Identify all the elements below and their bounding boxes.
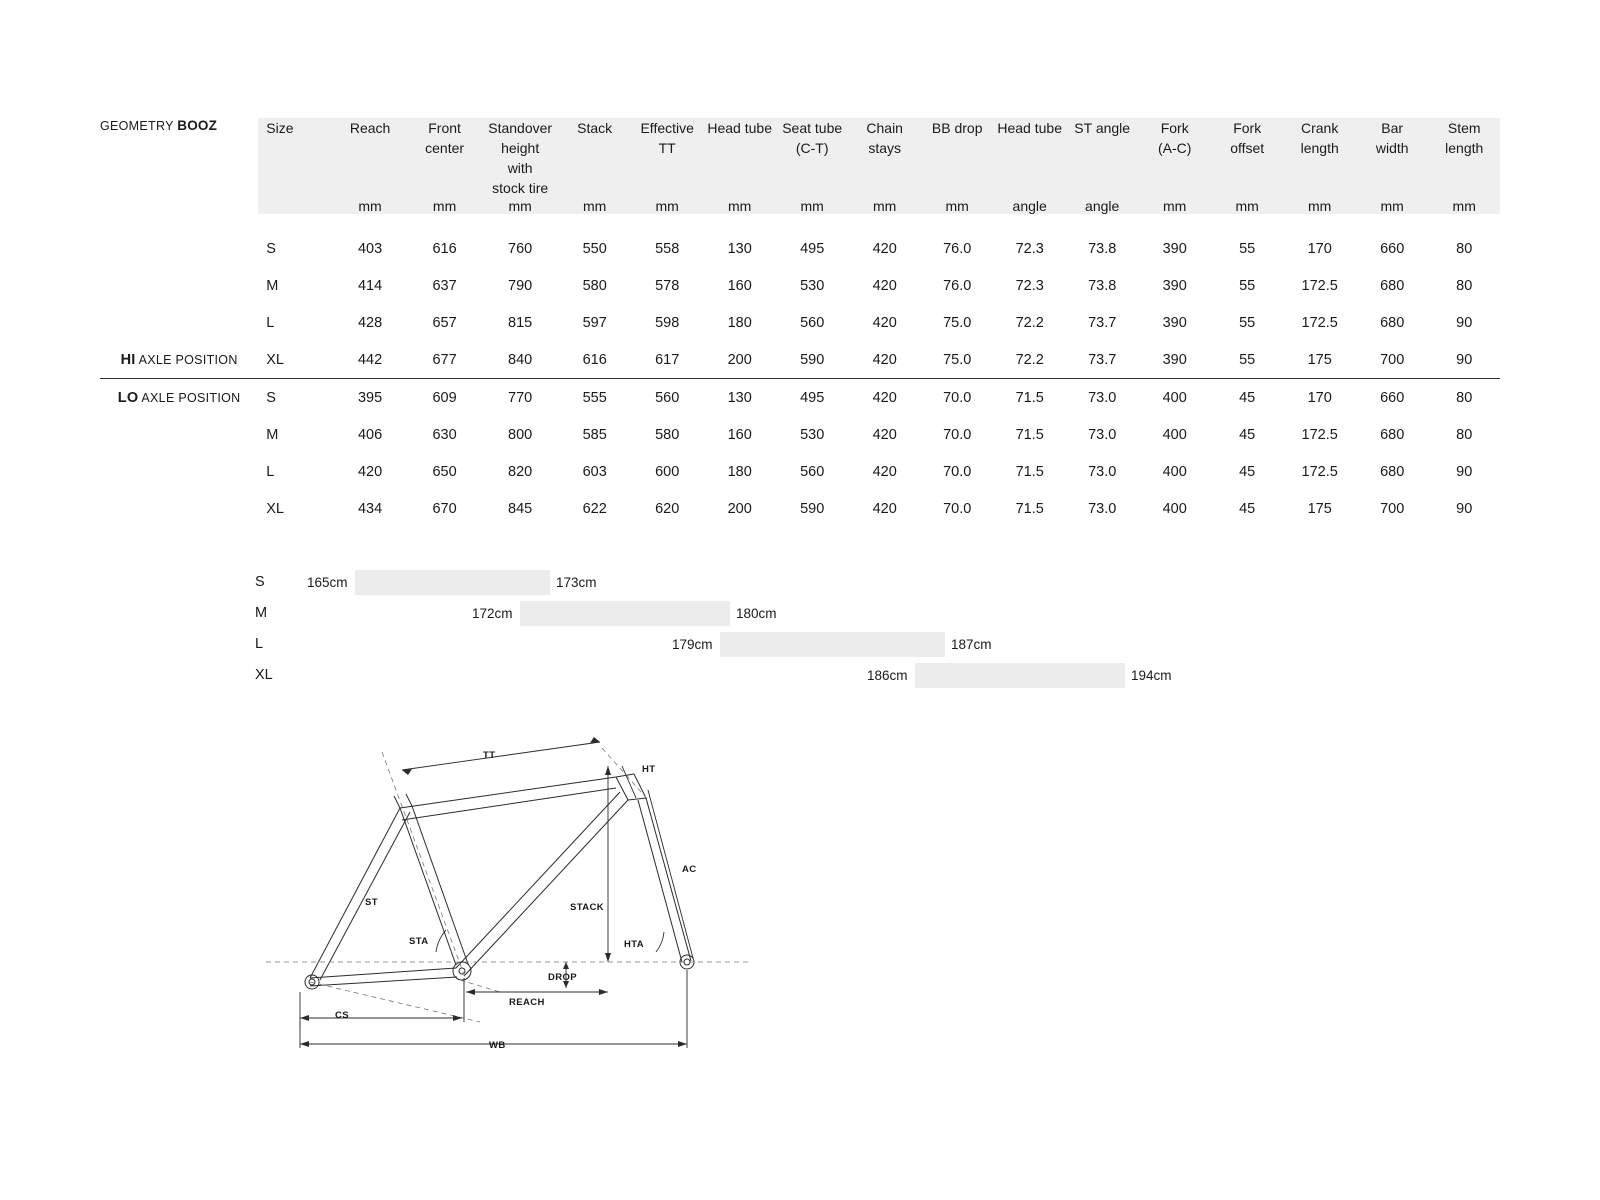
cell-bb-drop: 70.0 — [943, 426, 972, 443]
cell-bar-width: 700 — [1380, 351, 1405, 368]
rider-height-size-l: L — [255, 636, 264, 652]
cell-bb-drop: 76.0 — [943, 277, 972, 294]
cell-head-tube-angle: 72.3 — [1015, 240, 1044, 257]
cell-chain-stays: 420 — [872, 351, 897, 368]
diagram-label-stack: STACK — [570, 902, 605, 913]
cell-standover: 800 — [508, 426, 533, 443]
cell-bb-drop: 70.0 — [943, 500, 972, 517]
cell-fork-offset: 55 — [1239, 277, 1256, 294]
col-header-head-tube-length: Head tube — [703, 118, 776, 198]
group-label-lo-strong: LO — [117, 389, 139, 406]
cell-crank-length: 170 — [1283, 379, 1356, 417]
cell-size: M — [266, 426, 279, 443]
rider-height-size-s: S — [255, 574, 265, 590]
cell-st-angle: 73.7 — [1088, 314, 1117, 331]
cell-head-tube-length: 180 — [727, 314, 752, 331]
group-label-hi-blank-2 — [100, 304, 258, 341]
cell-stem-length: 80 — [1428, 379, 1500, 417]
cell-size: S — [266, 240, 276, 257]
unit-effective-tt: mm — [631, 198, 704, 214]
group-label-hi-blank-0 — [100, 230, 258, 267]
cell-reach: 434 — [357, 500, 383, 517]
diagram-label-ht: HT — [642, 764, 656, 775]
cell-head-tube-angle: 72.3 — [1015, 277, 1044, 294]
cell-crank-length: 172.5 — [1301, 277, 1338, 294]
cell-size: L — [266, 314, 275, 331]
cell-crank-length: 175 — [1307, 351, 1332, 368]
group-label-lo-rest: AXLE POSITION — [138, 390, 241, 405]
cell-stack: 616 — [582, 351, 607, 368]
geometry-title-model: BOOZ — [177, 118, 218, 133]
cell-effective-tt: 617 — [655, 351, 680, 368]
cell-stem-length: 90 — [1456, 500, 1473, 517]
group-label-lo-blank-3 — [100, 490, 258, 527]
col-header-reach: Reach — [333, 118, 408, 198]
col-header-size: Size — [258, 118, 333, 198]
cell-fork-offset: 45 — [1239, 500, 1256, 517]
cell-head-tube-length: 180 — [727, 463, 752, 480]
cell-chain-stays: 420 — [872, 426, 897, 443]
unit-fork-offset: mm — [1211, 198, 1284, 214]
cell-crank-length: 175 — [1307, 500, 1332, 517]
col-header-bb-drop: BB drop — [921, 118, 994, 198]
cell-fork-ac: 400 — [1162, 426, 1187, 443]
diagram-label-reach: REACH — [509, 997, 545, 1008]
cell-standover: 840 — [508, 351, 533, 368]
rider-height-bar-xl — [915, 663, 1125, 688]
cell-seat-tube: 560 — [800, 314, 825, 331]
rider-height-high-s: 173cm — [556, 575, 597, 590]
cell-head-tube-length: 130 — [703, 379, 776, 417]
col-header-front-center: Front center — [407, 118, 482, 198]
cell-crank-length: 172.5 — [1301, 426, 1338, 443]
rider-height-bar-l — [720, 632, 945, 657]
rider-height-high-m: 180cm — [736, 606, 777, 621]
cell-reach: 414 — [357, 277, 383, 294]
unit-standover: mm — [482, 198, 559, 214]
rider-height-bar-m — [520, 601, 730, 626]
cell-chain-stays: 420 — [872, 240, 897, 257]
rider-height-high-l: 187cm — [951, 637, 992, 652]
group-label-hi-strong: HI — [120, 351, 136, 368]
rider-height-size-xl: XL — [255, 667, 273, 683]
cell-bar-width: 680 — [1380, 277, 1405, 294]
cell-head-tube-length: 160 — [727, 426, 752, 443]
cell-front-center: 637 — [432, 277, 457, 294]
cell-fork-ac: 390 — [1162, 277, 1187, 294]
rider-height-size-m: M — [255, 605, 268, 621]
table-row — [100, 267, 1500, 304]
table-row — [100, 416, 1500, 453]
rider-height-row-m — [100, 599, 1500, 630]
cell-fork-offset: 55 — [1239, 240, 1256, 257]
rider-height-low-l: 179cm — [672, 637, 713, 652]
diagram-label-wb: WB — [489, 1040, 506, 1051]
cell-stack: 550 — [582, 240, 607, 257]
cell-stack: 580 — [582, 277, 607, 294]
cell-standover: 815 — [508, 314, 533, 331]
group-label-lo-blank-1 — [100, 416, 258, 453]
unit-crank-length: mm — [1283, 198, 1356, 214]
rider-height-row-s — [100, 568, 1500, 599]
cell-st-angle: 73.0 — [1088, 463, 1117, 480]
cell-bar-width: 680 — [1380, 463, 1405, 480]
geometry-table — [100, 118, 1500, 527]
cell-st-angle: 73.0 — [1088, 500, 1117, 517]
cell-front-center: 657 — [432, 314, 457, 331]
cell-st-angle: 73.0 — [1066, 379, 1139, 417]
cell-seat-tube: 590 — [800, 500, 825, 517]
table-row — [100, 304, 1500, 341]
cell-stack: 597 — [582, 314, 607, 331]
cell-chain-stays: 420 — [872, 500, 897, 517]
unit-fork-ac: mm — [1138, 198, 1211, 214]
unit-stack: mm — [558, 198, 631, 214]
cell-fork-ac: 400 — [1162, 463, 1187, 480]
cell-reach: 442 — [357, 351, 383, 368]
cell-fork-offset: 45 — [1211, 379, 1284, 417]
cell-crank-length: 170 — [1307, 240, 1332, 257]
cell-fork-offset: 55 — [1239, 314, 1256, 331]
cell-chain-stays: 420 — [848, 379, 921, 417]
cell-fork-offset: 45 — [1239, 463, 1256, 480]
geometry-title — [100, 118, 258, 198]
rider-height-row-l — [100, 630, 1500, 661]
frame-geometry-diagram — [250, 730, 970, 1070]
cell-standover: 770 — [482, 379, 559, 417]
cell-effective-tt: 578 — [655, 277, 680, 294]
group-label-lo-blank-2 — [100, 453, 258, 490]
cell-chain-stays: 420 — [872, 277, 897, 294]
cell-reach: 395 — [333, 379, 408, 417]
cell-front-center: 650 — [432, 463, 457, 480]
cell-fork-ac: 390 — [1162, 240, 1187, 257]
cell-bb-drop: 70.0 — [943, 463, 972, 480]
cell-effective-tt: 620 — [655, 500, 680, 517]
cell-bar-width: 700 — [1380, 500, 1405, 517]
cell-seat-tube: 495 — [800, 240, 825, 257]
rider-height-high-xl: 194cm — [1131, 668, 1172, 683]
table-units-row — [100, 198, 1500, 214]
diagram-label-ac: AC — [682, 864, 697, 875]
cell-front-center: 616 — [432, 240, 457, 257]
table-row — [100, 490, 1500, 527]
diagram-label-cs: CS — [335, 1010, 349, 1021]
cell-st-angle: 73.8 — [1088, 277, 1117, 294]
cell-head-tube-length: 130 — [727, 240, 752, 257]
group-label-lo-axle-position — [100, 379, 258, 417]
cell-seat-tube: 560 — [800, 463, 825, 480]
cell-seat-tube: 530 — [800, 277, 825, 294]
cell-fork-ac: 390 — [1162, 351, 1187, 368]
cell-front-center: 677 — [432, 351, 457, 368]
cell-stack: 622 — [582, 500, 607, 517]
cell-fork-offset: 45 — [1239, 426, 1256, 443]
cell-reach: 420 — [357, 463, 383, 480]
table-row — [100, 230, 1500, 267]
cell-chain-stays: 420 — [872, 463, 897, 480]
cell-st-angle: 73.8 — [1088, 240, 1117, 257]
rider-height-chart — [100, 568, 1500, 698]
cell-crank-length: 172.5 — [1301, 314, 1338, 331]
col-header-effective-tt: Effective TT — [631, 118, 704, 198]
col-header-fork-ac: Fork (A-C) — [1138, 118, 1211, 198]
diagram-label-st: ST — [365, 897, 378, 908]
cell-chain-stays: 420 — [872, 314, 897, 331]
cell-seat-tube: 590 — [800, 351, 825, 368]
geometry-title-prefix: GEOMETRY — [100, 119, 178, 133]
cell-effective-tt: 560 — [631, 379, 704, 417]
unit-bar-width: mm — [1356, 198, 1429, 214]
cell-head-tube-angle: 71.5 — [1015, 426, 1044, 443]
unit-chain-stays: mm — [848, 198, 921, 214]
cell-stack: 585 — [582, 426, 607, 443]
cell-fork-ac: 400 — [1138, 379, 1211, 417]
cell-head-tube-length: 160 — [727, 277, 752, 294]
cell-effective-tt: 600 — [655, 463, 680, 480]
diagram-label-sta: STA — [409, 936, 429, 947]
unit-st-angle: angle — [1066, 198, 1139, 214]
col-header-stack: Stack — [558, 118, 631, 198]
rider-height-low-xl: 186cm — [867, 668, 908, 683]
cell-effective-tt: 598 — [655, 314, 680, 331]
col-header-fork-offset: Fork offset — [1211, 118, 1284, 198]
cell-stem-length: 80 — [1456, 277, 1473, 294]
cell-head-tube-angle: 71.5 — [993, 379, 1066, 417]
col-header-head-tube-angle: Head tube — [993, 118, 1066, 198]
cell-standover: 760 — [508, 240, 533, 257]
table-row — [100, 453, 1500, 490]
unit-stem-length: mm — [1428, 198, 1500, 214]
cell-reach: 406 — [357, 426, 383, 443]
group-label-hi-blank-1 — [100, 267, 258, 304]
cell-bb-drop: 76.0 — [943, 240, 972, 257]
cell-reach: 403 — [357, 240, 383, 257]
cell-bar-width: 680 — [1380, 314, 1405, 331]
cell-size: M — [266, 277, 279, 294]
unit-head-tube-angle: angle — [993, 198, 1066, 214]
geometry-table-container — [100, 118, 1500, 527]
unit-seat-tube: mm — [776, 198, 849, 214]
group-label-hi-rest: AXLE POSITION — [135, 352, 238, 367]
cell-fork-ac: 400 — [1162, 500, 1187, 517]
cell-head-tube-angle: 72.2 — [1015, 351, 1044, 368]
cell-stem-length: 90 — [1456, 351, 1473, 368]
cell-head-tube-angle: 71.5 — [1015, 463, 1044, 480]
cell-stem-length: 90 — [1456, 314, 1473, 331]
cell-head-tube-length: 200 — [727, 500, 752, 517]
col-header-crank-length: Crank length — [1283, 118, 1356, 198]
cell-st-angle: 73.7 — [1088, 351, 1117, 368]
unit-head-tube-length: mm — [703, 198, 776, 214]
diagram-label-drop: DROP — [548, 972, 578, 983]
cell-size: L — [266, 463, 275, 480]
cell-bar-width: 680 — [1380, 426, 1405, 443]
unit-size — [258, 198, 333, 214]
cell-front-center: 609 — [407, 379, 482, 417]
cell-size: XL — [266, 500, 285, 517]
col-header-stem-length: Stem length — [1428, 118, 1500, 198]
cell-standover: 820 — [508, 463, 533, 480]
cell-head-tube-angle: 71.5 — [1015, 500, 1044, 517]
cell-crank-length: 172.5 — [1301, 463, 1338, 480]
table-header-row — [100, 118, 1500, 198]
cell-size: S — [258, 379, 333, 417]
cell-head-tube-angle: 72.2 — [1015, 314, 1044, 331]
cell-standover: 845 — [508, 500, 533, 517]
cell-fork-offset: 55 — [1239, 351, 1256, 368]
cell-front-center: 630 — [432, 426, 457, 443]
cell-stem-length: 90 — [1456, 463, 1473, 480]
unit-front-center: mm — [407, 198, 482, 214]
rider-height-low-s: 165cm — [307, 575, 348, 590]
cell-bar-width: 660 — [1356, 379, 1429, 417]
rider-height-low-m: 172cm — [472, 606, 513, 621]
diagram-label-tt: TT — [483, 750, 496, 761]
cell-stem-length: 80 — [1456, 240, 1473, 257]
cell-bb-drop: 70.0 — [921, 379, 994, 417]
unit-bb-drop: mm — [921, 198, 994, 214]
cell-size: XL — [266, 351, 285, 368]
cell-effective-tt: 580 — [655, 426, 680, 443]
rider-height-row-xl — [100, 661, 1500, 692]
cell-stem-length: 80 — [1456, 426, 1473, 443]
col-header-bar-width: Bar width — [1356, 118, 1429, 198]
col-header-st-angle: ST angle — [1066, 118, 1139, 198]
cell-bb-drop: 75.0 — [943, 314, 972, 331]
cell-fork-ac: 390 — [1162, 314, 1187, 331]
cell-st-angle: 73.0 — [1088, 426, 1117, 443]
cell-stack: 603 — [582, 463, 607, 480]
rider-height-bar-s — [355, 570, 550, 595]
group-label-hi-axle-position — [100, 341, 258, 379]
col-header-chain-stays: Chain stays — [848, 118, 921, 198]
table-row — [100, 341, 1500, 379]
table-row — [100, 379, 1500, 417]
cell-standover: 790 — [508, 277, 533, 294]
units-row-label — [100, 198, 258, 214]
cell-front-center: 670 — [432, 500, 457, 517]
col-header-standover: Standover height with stock tire — [482, 118, 559, 198]
unit-reach: mm — [333, 198, 408, 214]
diagram-label-hta: HTA — [624, 939, 645, 950]
col-header-seat-tube: Seat tube (C-T) — [776, 118, 849, 198]
table-spacer — [100, 214, 1500, 230]
cell-bar-width: 660 — [1380, 240, 1405, 257]
cell-head-tube-length: 200 — [727, 351, 752, 368]
cell-seat-tube: 530 — [800, 426, 825, 443]
cell-reach: 428 — [357, 314, 383, 331]
cell-bb-drop: 75.0 — [943, 351, 972, 368]
cell-seat-tube: 495 — [776, 379, 849, 417]
cell-stack: 555 — [558, 379, 631, 417]
cell-effective-tt: 558 — [655, 240, 680, 257]
